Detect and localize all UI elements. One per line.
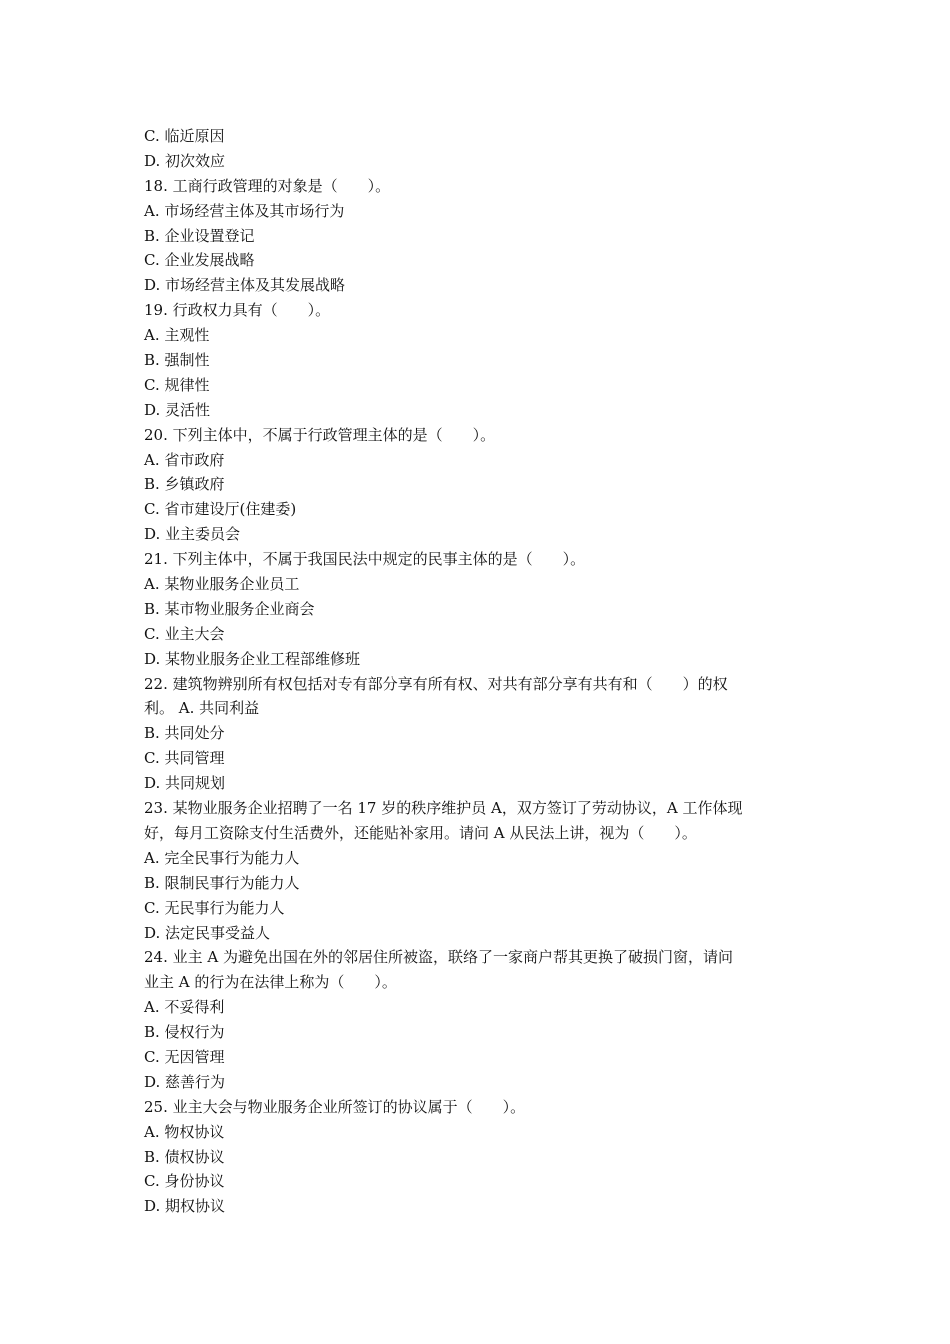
text-line: D. 市场经营主体及其发展战略 xyxy=(144,276,346,295)
text-line: C. 企业发展战略 xyxy=(144,251,255,270)
text-line: D. 慈善行为 xyxy=(144,1072,226,1091)
text-line: A. 市场经营主体及其市场行为 xyxy=(144,201,345,220)
text-line: B. 共同处分 xyxy=(144,724,225,743)
text-line: B. 侵权行为 xyxy=(144,1023,225,1042)
text-line: A. 物权协议 xyxy=(144,1122,225,1141)
text-line: B. 企业设置登记 xyxy=(144,226,255,245)
text-line: 利。 A. 共同利益 xyxy=(144,699,260,718)
text-line: D. 业主委员会 xyxy=(144,525,241,544)
text-line: A. 主观性 xyxy=(144,326,210,345)
text-line: C. 省市建设厅(住建委) xyxy=(144,500,297,519)
text-line: 好，每月工资除支付生活费外，还能贴补家用。请问 A 从民法上讲，视为（ ）。 xyxy=(144,823,697,842)
text-line: C. 业主大会 xyxy=(144,624,225,643)
question-20: 20. 下列主体中，不属于行政管理主体的是（ ）。 xyxy=(144,425,496,444)
question-21: 21. 下列主体中，不属于我国民法中规定的民事主体的是（ ）。 xyxy=(144,550,586,569)
text-line: B. 乡镇政府 xyxy=(144,475,225,494)
text-line: 业主 A 的行为在法律上称为（ ）。 xyxy=(144,973,397,992)
text-line: D. 某物业服务企业工程部维修班 xyxy=(144,649,361,668)
text-line: C. 共同管理 xyxy=(144,749,225,768)
text-line: C. 规律性 xyxy=(144,375,210,394)
text-line: C. 临近原因 xyxy=(144,127,225,145)
question-24: 24. 业主 A 为避免出国在外的邻居住所被盗，联络了一家商户帮其更换了破损门窗，请问 xyxy=(144,948,733,967)
text-line: D. 初次效应 xyxy=(144,151,226,170)
text-line: D. 共同规划 xyxy=(144,774,226,793)
text-line: A. 不妥得利 xyxy=(144,998,225,1017)
text-line: B. 强制性 xyxy=(144,351,210,370)
question-22: 22. 建筑物辨别所有权包括对专有部分享有所有权、对共有部分享有共有和（ ）的权 xyxy=(144,674,728,693)
question-18: 18. 工商行政管理的对象是（ ）。 xyxy=(144,176,391,195)
text-line: D. 法定民事受益人 xyxy=(144,923,271,942)
text-line: C. 无因管理 xyxy=(144,1047,225,1066)
text-line: D. 灵活性 xyxy=(144,400,211,419)
question-23: 23. 某物业服务企业招聘了一名 17 岁的秩序维护员 A，双方签订了劳动协议，A 工作体现 xyxy=(144,799,743,818)
text-line: D. 期权协议 xyxy=(144,1197,226,1216)
question-25: 25. 业主大会与物业服务企业所签订的协议属于（ ）。 xyxy=(144,1097,526,1116)
text-line: B. 某市物业服务企业商会 xyxy=(144,599,315,618)
text-line: A. 某物业服务企业员工 xyxy=(144,575,300,594)
text-line: A. 完全民事行为能力人 xyxy=(144,848,300,867)
text-line: C. 身份协议 xyxy=(144,1172,225,1191)
text-line: B. 限制民事行为能力人 xyxy=(144,873,300,892)
question-text xyxy=(144,124,812,1219)
text-line: B. 债权协议 xyxy=(144,1147,225,1166)
text-line: C. 无民事行为能力人 xyxy=(144,898,285,917)
text-line: A. 省市政府 xyxy=(144,450,225,469)
question-19: 19. 行政权力具有（ ）。 xyxy=(144,301,331,320)
